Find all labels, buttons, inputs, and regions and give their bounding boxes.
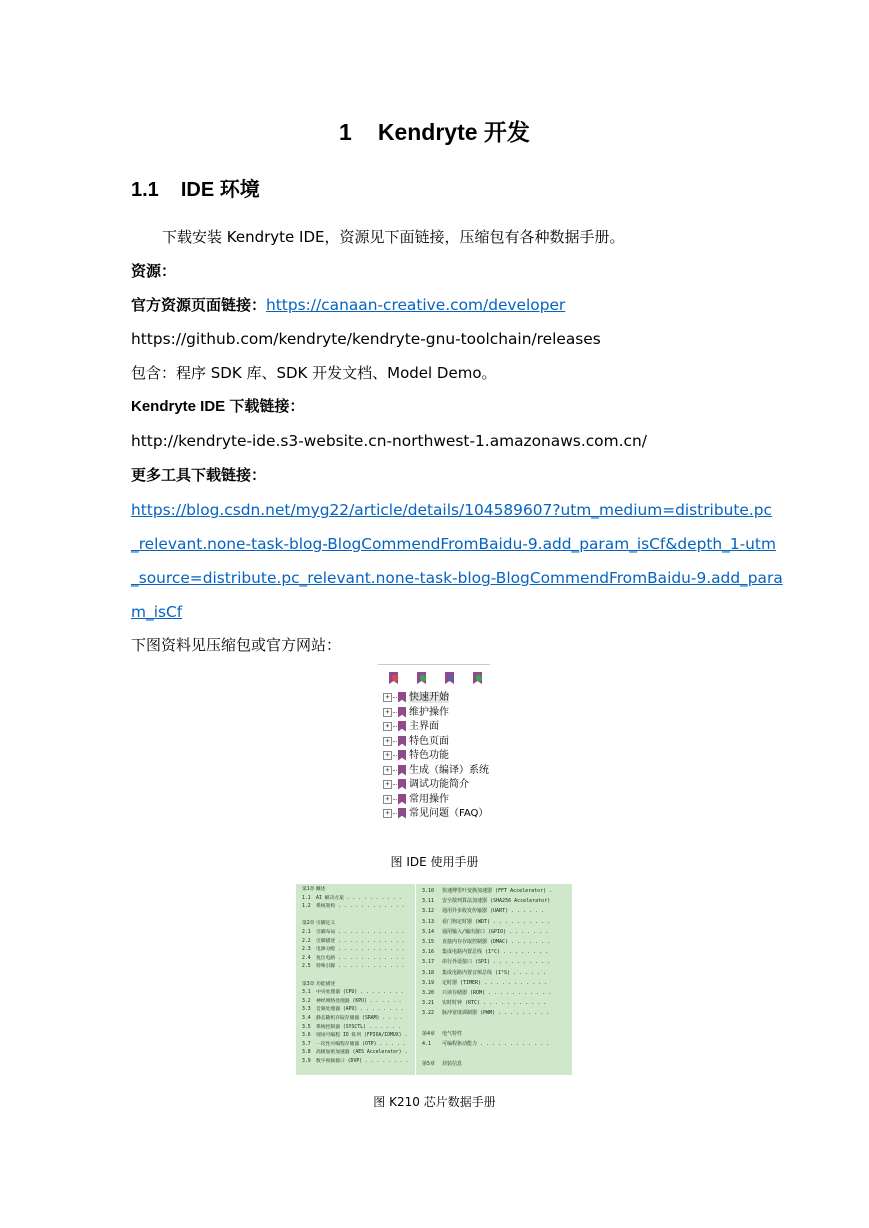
toc-entry [302, 998, 402, 1005]
toc-entry-number: 3.11 [422, 898, 435, 905]
toc-entry [302, 989, 404, 996]
tree-item[interactable]: + 特色页面 [383, 735, 449, 749]
toc-entry-title: 引脚布局 . . . . . . . . . . . . [316, 930, 405, 935]
toc-entry-title: 脉冲宽度调制器 (PWM) . . . . . . . . . [442, 1010, 550, 1017]
toc-entry-number: 1.1 [302, 895, 311, 901]
toc-entry-title: 音频处理器 (APU) . . . . . . . . [316, 1007, 404, 1013]
toc-entry [302, 1024, 401, 1031]
ide-download-label: Kendryte IDE 下载链接： [131, 398, 305, 415]
heading-2-number: 1.1 [131, 179, 159, 201]
toc-entry-title: 电气特性 [442, 1030, 463, 1037]
toc-entry [422, 918, 550, 928]
expand-icon[interactable]: + [383, 722, 392, 731]
tree-item[interactable]: + 调试功能简介 [383, 778, 469, 792]
k210-toc-figure [296, 884, 572, 1075]
toc-entry-title: 神经网络处理器 (KPU) . . . . . . [316, 998, 402, 1004]
toc-entry [302, 920, 335, 927]
toc-entry-number: 3.19 [422, 979, 435, 986]
toc-entry-title: 集成电路内置音频总线 (I²S) . . . . . . [442, 969, 547, 976]
toc-entry [422, 969, 546, 979]
tree-item[interactable]: + 特色功能 [383, 749, 449, 763]
toc-entry [422, 928, 548, 938]
more-tools-link[interactable]: m_isCf [131, 603, 183, 621]
book-icon [398, 750, 406, 761]
toc-entry [302, 1006, 404, 1013]
toc-entry-title: 快速傅里叶变换加速器 (FFT Accelerator) . [442, 888, 553, 894]
toc-entry [422, 938, 550, 948]
toc-entry [302, 1049, 407, 1056]
book-icon [398, 765, 406, 776]
toc-entry-number: 3.22 [422, 1010, 435, 1017]
toc-entry-title: 可编程驱动能力 . . . . . . . . . . . . [442, 1041, 550, 1047]
toc-entry-number: 3.18 [422, 969, 435, 976]
toc-entry-number: 3.1 [302, 990, 311, 996]
toc-entry-number: 3.8 [302, 1050, 311, 1056]
toc-entry-title: 现场可编程 IO 阵列 (FPIOA/IOMUX) . [316, 1033, 408, 1039]
toc-entry [422, 1040, 549, 1050]
expand-icon[interactable]: + [383, 809, 392, 818]
toc-entry-title: 系统架构 . . . . . . . . . . . . [316, 904, 405, 910]
toc-entry [422, 897, 550, 907]
toc-entry [422, 989, 551, 999]
toc-entry [302, 1041, 405, 1048]
toc-entry-number: 3.9 [302, 1059, 311, 1064]
intro-paragraph: 下载安装 Kendryte IDE，资源见下面链接，压缩包有各种数据手册。 [162, 228, 625, 246]
tree-item[interactable]: + 快速开始 [383, 691, 449, 705]
toc-entry-title: 复位电路 . . . . . . . . . . . . [316, 955, 405, 961]
toc-entry [302, 1032, 407, 1039]
tree-item[interactable]: + 生成（编译）系统 [383, 764, 489, 778]
toc-entry-number: 4.1 [422, 1041, 432, 1047]
toc-entry [422, 958, 550, 968]
toc-entry [422, 979, 547, 989]
toc-divider [415, 884, 416, 1075]
toc-entry-title: 只读存储器 (ROM) . . . . . . . . . . . [442, 990, 552, 996]
toc-entry-number: 3.6 [302, 1033, 311, 1039]
book-icon [398, 736, 406, 747]
expand-icon[interactable]: + [383, 737, 392, 746]
back-icon[interactable] [416, 672, 428, 684]
toc-entry-title: 高级加密加速器 (AES Accelerator) . [316, 1050, 408, 1056]
tree-item[interactable]: + 常见问题（FAQ） [383, 807, 488, 821]
toc-entry-title: AI 解决方案 . . . . . . . . . . [316, 895, 402, 901]
official-label: 官方资源页面链接： [131, 296, 267, 314]
toc-entry [302, 1015, 403, 1022]
toc-entry-title: 直接内存存取控制器 (DMAC) . . . . . . . [442, 939, 551, 945]
home-icon[interactable] [388, 672, 400, 684]
expand-icon[interactable]: + [383, 780, 392, 789]
toc-entry-title: 特殊引脚 . . . . . . . . . . . . [316, 964, 405, 970]
toc-entry [302, 946, 405, 953]
toc-entry-number: 3.4 [302, 1016, 311, 1021]
toc-entry-number: 3.3 [302, 1007, 311, 1013]
ide-download-url: http://kendryte-ide.s3-website.cn-northwest-1.amazonaws.com.cn/ [131, 432, 647, 450]
more-tools-link[interactable]: _relevant.none-task-blog-BlogCommendFromBaidu-9.add_param_isCf&depth_1-utm [131, 535, 776, 553]
toc-entry-number: 3.13 [422, 918, 435, 925]
toc-entry-number: 第4章 [422, 1030, 436, 1037]
toc-entry-title: 定时器 (TIMER) . . . . . . . . . . . [442, 979, 548, 986]
toc-entry-title: 引脚定义 [316, 921, 336, 927]
toc-entry-title: 一次性可编程存储器 (OTP) . . . . . [316, 1041, 406, 1047]
toc-entry-number: 3.16 [422, 949, 435, 956]
toc-entry-title: 引脚描述 . . . . . . . . . . . . [316, 938, 405, 944]
heading-1 [0, 114, 869, 147]
book-icon [398, 794, 406, 805]
toc-entry [302, 1058, 408, 1065]
expand-icon[interactable]: + [383, 693, 392, 702]
book-icon [398, 779, 406, 790]
toc-entry-title: 静态随机存取存储器 (SRAM) . . . . [316, 1016, 403, 1021]
book-icon [398, 692, 406, 703]
toc-entry [302, 981, 335, 988]
tree-item[interactable]: + 维护操作 [383, 706, 449, 720]
toc-entry [422, 1060, 462, 1070]
tree-item[interactable]: + 常用操作 [383, 793, 449, 807]
resources-label: 资源： [131, 262, 177, 280]
toc-entry-number: 3.17 [422, 959, 435, 966]
toc-entry [302, 895, 402, 902]
toc-entry [422, 1020, 442, 1030]
toc-entry-title: 通用异步收发传输器 (UART) . . . . . . [442, 908, 545, 915]
toc-entry-title: 概述 [316, 887, 326, 892]
toc-entry [422, 907, 544, 917]
toc-entry [302, 972, 316, 979]
toc-entry [302, 963, 405, 970]
toc-entry-title: 通用输入/输出接口 (GPIO) . . . . . . . [442, 928, 549, 935]
toc-entry [422, 1009, 549, 1019]
toc-entry-number: 3.15 [422, 939, 435, 945]
heading-2-text: IDE 环境 [180, 179, 260, 201]
toc-entry-title: 看门狗定时器 (WDT) . . . . . . . . . . [442, 918, 551, 925]
heading-1-text: Kendryte 开发 [377, 119, 530, 145]
heading-2 [131, 173, 260, 202]
toc-entry [422, 1030, 462, 1040]
forward-icon[interactable] [444, 672, 456, 684]
toc-entry-number: 3.12 [422, 908, 435, 915]
refresh-icon[interactable] [472, 672, 484, 684]
toc-entry-number: 3.7 [302, 1041, 311, 1047]
toc-entry [302, 912, 316, 919]
toc-entry-title: 串行外设接口 (SPI) . . . . . . . . . . [442, 959, 551, 966]
expand-icon[interactable]: + [383, 766, 392, 775]
toc-entry [422, 1050, 442, 1060]
toc-entry-number: 3.14 [422, 928, 435, 935]
toc-entry-number: 2.5 [302, 964, 311, 970]
more-tools-label: 更多工具下载链接： [131, 466, 267, 484]
toc-entry-number: 第5章 [422, 1061, 436, 1068]
expand-icon[interactable]: + [383, 708, 392, 717]
toc-entry-number: 2.1 [302, 930, 311, 935]
expand-icon[interactable]: + [383, 795, 392, 804]
toc-entry-number: 3.2 [302, 998, 311, 1004]
more-tools-link[interactable]: _source=distribute.pc_relevant.none-task-blog-BlogCommendFromBaidu-9.add_para [131, 569, 783, 587]
toc-entry [302, 929, 405, 936]
toc-entry-title: 实时时钟 (RTC) . . . . . . . . . . . [442, 1000, 547, 1007]
toc-entry-number: 1.2 [302, 904, 311, 910]
official-link[interactable]: https://canaan-creative.com/developer [266, 296, 566, 314]
toc-entry [302, 886, 326, 893]
expand-icon[interactable]: + [383, 751, 392, 760]
toc-entry [302, 903, 405, 910]
toc-entry-number: 2.4 [302, 955, 311, 961]
figure-intro: 下图资料见压缩包或官方网站： [131, 636, 342, 654]
heading-1-number: 1 [339, 119, 352, 145]
toc-entry-number: 第1章 [302, 887, 315, 892]
book-icon [398, 808, 406, 819]
caption-ide-manual: 图 IDE 使用手册 [390, 855, 479, 869]
toc-entry-number: 2.3 [302, 947, 311, 953]
book-icon [398, 721, 406, 732]
toc-entry [422, 948, 548, 958]
tree-item[interactable]: + 主界面 [383, 720, 439, 734]
toc-entry [422, 887, 552, 897]
contains-paragraph: 包含：程序 SDK 库、SDK 开发文档、Model Demo。 [131, 364, 497, 382]
caption-k210: 图 K210 芯片数据手册 [373, 1095, 496, 1109]
toc-entry-title: 中央处理器 (CPU) . . . . . . . . [316, 990, 404, 996]
official-line [131, 295, 565, 315]
toc-entry-number: 2.2 [302, 938, 311, 944]
toc-entry-title: 电源分配 . . . . . . . . . . . . [316, 947, 405, 953]
ide-manual-figure [378, 664, 490, 824]
book-icon [398, 707, 406, 718]
toc-entry-title: 数字视频接口 (DVP) . . . . . . . . [316, 1059, 409, 1064]
toc-entry-title: 安全散列算法加速器 (SHA256 Accelerator) [442, 898, 551, 905]
toc-entry [422, 999, 546, 1009]
toc-entry-number: 3.20 [422, 990, 435, 996]
toc-entry-number: 第2章 [302, 921, 315, 927]
toc-entry [302, 955, 405, 962]
toolbar-divider [378, 664, 490, 665]
toc-entry-title: 封装信息 [442, 1061, 463, 1068]
toc-entry [302, 938, 405, 945]
toc-entry-number: 3.5 [302, 1024, 311, 1030]
toc-entry-number: 3.10 [422, 888, 435, 894]
toc-entry-title: 系统控制器 (SYSCTL) . . . . . . [316, 1024, 401, 1030]
toc-entry-number: 第3章 [302, 981, 315, 987]
github-url: https://github.com/kendryte/kendryte-gnu-toolchain/releases [131, 330, 601, 348]
toc-entry-title: 功能描述 [316, 981, 336, 987]
more-tools-link[interactable]: https://blog.csdn.net/myg22/article/details/104589607?utm_medium=distribute.pc [131, 501, 772, 519]
toc-entry-number: 3.21 [422, 1000, 435, 1007]
toc-entry-title: 集成电路内置总线 (I²C) . . . . . . . . [442, 949, 549, 956]
